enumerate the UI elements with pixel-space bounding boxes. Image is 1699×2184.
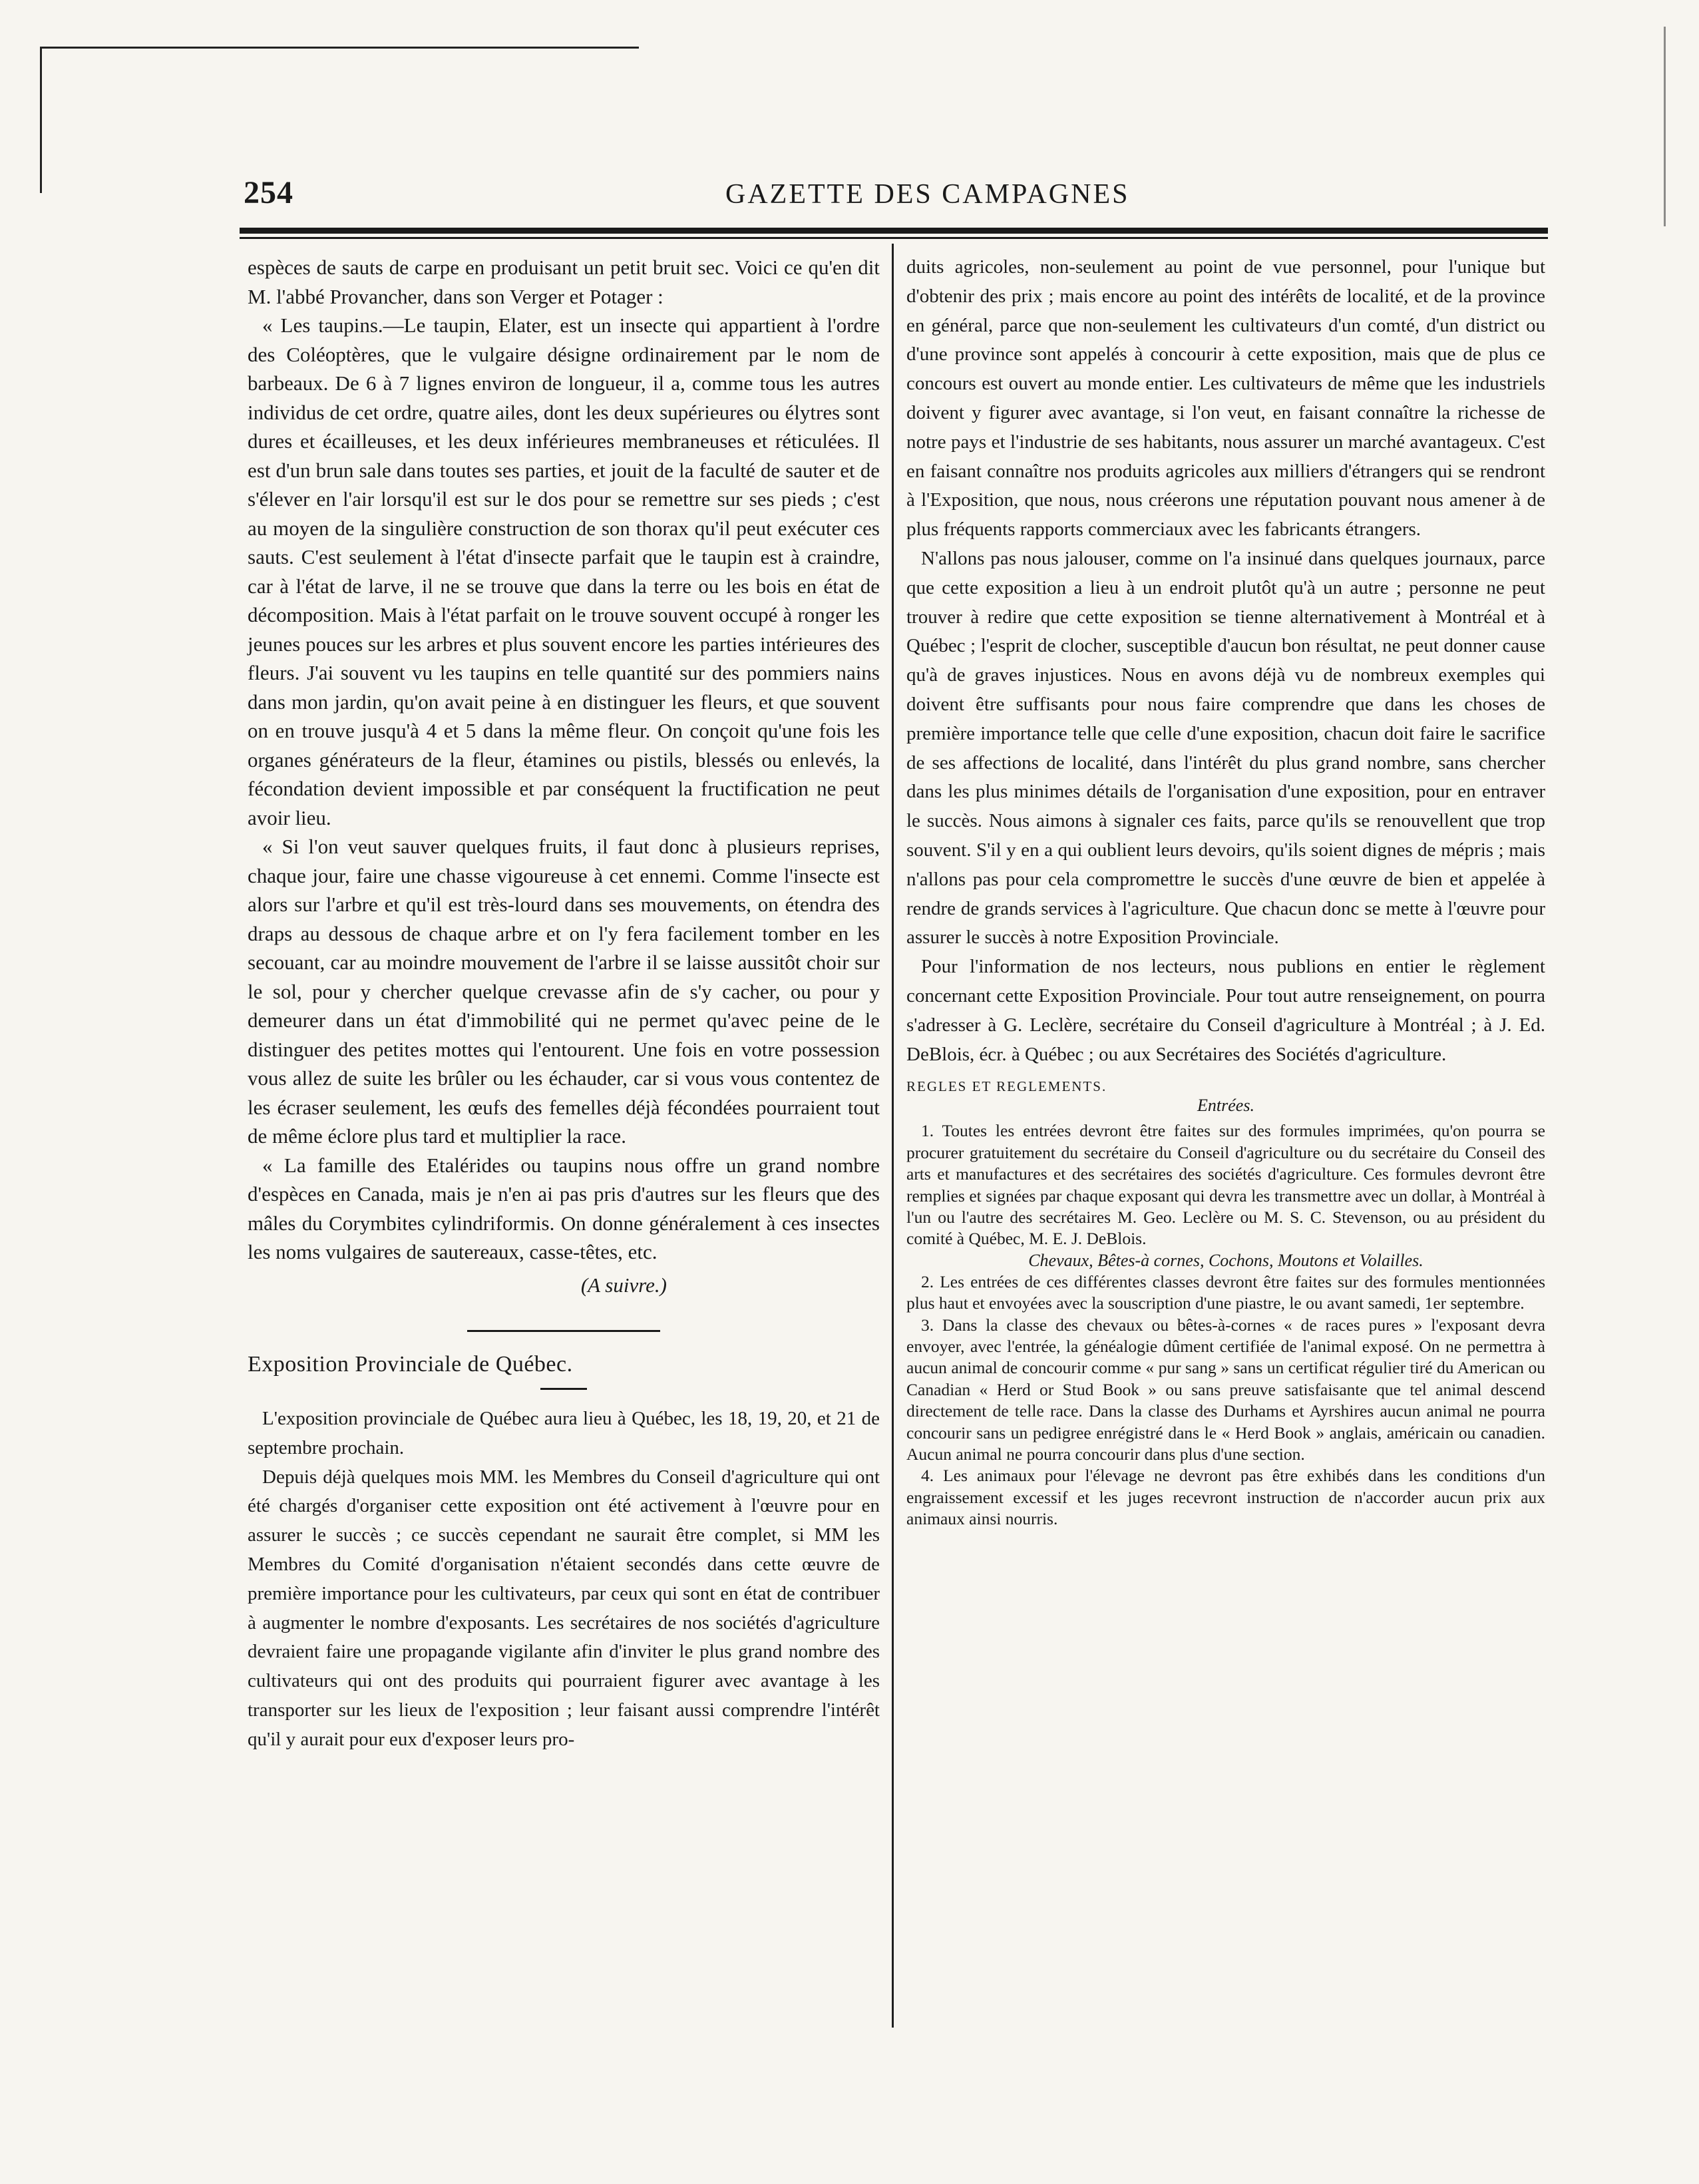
paragraph: Pour l'information de nos lecteurs, nous publions en entier le règlement concernant cette Exposition Provinciale. Pour tout autre renseignement, on pourra s'adresser à G. Leclère, secrétaire du Conseil d'agriculture à Montréal ; à J. Ed. DeBlois, écr. à Québec ; ou aux Secrétaires des Sociétés d'agriculture. — [906, 956, 1545, 1065]
animals-heading: Chevaux, Bêtes-à cornes, Cochons, Moutons et Volailles. — [1028, 1250, 1423, 1270]
scan-edge-mark — [40, 47, 42, 193]
column-divider — [892, 244, 894, 2028]
scan-edge-mark — [40, 47, 639, 49]
section-separator — [467, 1330, 660, 1332]
paragraph: N'allons pas nous jalouser, comme on l'a insinué dans quelques journaux, parce que cette exposition a lieu à un endroit plutôt qu'à un autre ; personne ne peut trouver à redire que cette exposition se tienne alternativement à Montréal et à Québec ; l'esprit de clocher, susceptible d'aucun bon résultat, ne peut donner cause qu'à de graves injustices. Nous en avons déjà vu de nombreux exemples qui doivent être suffisants pour nous faire comprendre que dans les choses de première importance telle que celle d'une exposition, chacun doit faire le sacrifice de ses affections de localité, dans l'intérêt du plus grand nombre, sans chercher dans les plus minimes détails de l'organisation d'une exposition, pour en entraver le succès. Nous aimons à signaler ces faits, parce qu'ils se renouvellent que trop souvent. S'il y en a qui oublient leurs devoirs, qu'ils soient dignes de mépris ; mais n'allons pas pour cela compromettre le succès d'une œuvre de bien et appelée à rendre de grands services à l'agriculture. Que chacun donc se mette à l'œuvre pour assurer le succès à notre Exposition Provinciale. — [906, 547, 1545, 949]
paragraph: duits agricoles, non-seulement au point de vue personnel, pour l'unique but d'obtenir des prix ; mais encore au point des intérêts de localité, et de la province en général, parce que non-seulement les cultivateurs d'un comté, d'un district ou d'une province sont appelés à concourir à cette exposition, mais que de plus ce concours est ouvert au monde entier. Les cultivateurs de même que les industriels doivent y figurer avec avantage, si l'on veut, en faisant connaître la richesse de notre pays et l'industrie de ses habitants, nous assurer un marché avantageux. C'est en faisant connaître nos produits agricoles aux milliers d'étrangers qui se rendront à l'Exposition, que nous, nous créerons une réputation pouvant nous amener à de plus fréquents rapports commerciaux avec les fabricants étrangers. — [906, 256, 1545, 541]
paragraph: « Si l'on veut sauver quelques fruits, il faut donc à plusieurs reprises, chaque jour, faire une chasse vigoureuse à cet ennemi. Comme l'insecte est alors sur l'arbre et qu'il est très-lourd dans ses mouvements, on étendra des draps au dessous de chaque arbre et on l'y fera facilement tomber en les secouant, car au moindre mouvement de l'arbre il se laisse aussitôt choir sur le sol, pour y chercher quelque crevasse afin de s'y cacher, ou pour y demeurer dans un état d'immobilité qui ne permet qu'avec peine de le distinguer des petites mottes qui l'entourent. Une fois en votre possession vous allez de suite les brûler ou les échauder, car si vous vous contentez de les écraser seulement, les œufs des femelles déjà fécondées pourraient tout de même éclore plus tard et multiplier la race. — [248, 835, 880, 1148]
rule-item: 1. Toutes les entrées devront être faites sur des formules imprimées, qu'on pourra se procurer gratuitement du secrétaire du Conseil d'agriculture ou du secrétaire du Conseil des arts et manufactures et des secrétaires des sociétés d'agriculture. Ces formules devront être remplies et signées par chaque exposant qui devra les transmettre avec un dollar, à Montréal à l'un ou l'autre des secrétaires M. Geo. Leclère ou M. S. C. Stevenson, ou au président du comité à Québec, M. E. J. DeBlois. — [906, 1121, 1545, 1249]
scan-edge-mark — [1664, 27, 1666, 226]
header-rule — [240, 228, 1548, 234]
title-rule — [540, 1388, 587, 1390]
paragraph: « Les taupins.—Le taupin, Elater, est un insecte qui appartient à l'ordre des Coléoptères, que le vulgaire désigne ordinairement par le nom de barbeaux. De 6 à 7 lignes environ de longueur, il a, comme tous les autres individus de cet ordre, quatre ailes, dont les deux supérieures ou élytres sont dures et écailleuses, et les deux inférieures membraneuses et réticulées. Il est d'un brun sale dans toutes ses parties, et jouit de la faculté de sauter et de s'élever en l'air lorsqu'il est sur le dos pour se remettre sur ses pieds ; c'est au moyen de la singulière construction de son thorax qu'il peut exécuter ces sauts. C'est seulement à l'état d'insecte parfait que le taupin est à craindre, car à l'état de larve, il ne se trouve que dans la terre ou les bois en état de décomposition. Mais à l'état parfait on le trouve souvent occupé à ronger les jeunes pouces sur les arbres et plus souvent encore les parties intérieures des fleurs. J'ai souvent vu les taupins en telle quantité sur des pommiers nains dans mon jardin, qu'on avait peine à en distinguer les fleurs, et que souvent on en trouve jusqu'à 4 et 5 dans la même fleur. On conçoit qu'une fois les organes générateurs de la fleur, étamines ou pistils, blessés ou enlevés, la fécondation devient impossible et par conséquent la fructification ne peut avoir lieu. — [248, 314, 880, 829]
paragraph: Depuis déjà quelques mois MM. les Membres du Conseil d'agriculture qui ont été chargés d'organiser cette exposition ont été activement à l'œuvre pour en assurer le succès ; ce succès cependant ne saurait être complet, si MM les Membres du Comité d'organisation n'étaient secondés dans cette œuvre de première importance pour les cultivateurs, par ceux qui sont en état de contribuer à augmenter le nombre d'exposants. Les secrétaires de nos sociétés d'agriculture devraient faire une propagande vigilante afin d'inviter le plus grand nombre des cultivateurs qui ont des produits qui pourraient figurer avec avantage à les transporter sur les lieux de l'exposition ; leur faisant aussi comprendre l'intérêt qu'il y aurait pour eux d'exposer leurs pro- — [248, 1466, 880, 1750]
paragraph: espèces de sauts de carpe en produisant un petit bruit sec. Voici ce qu'en dit M. l'abbé Provancher, dans son Verger et Potager : — [248, 256, 880, 308]
page-header — [233, 174, 1551, 214]
rule-item: 4. Les animaux pour l'élevage ne devront pas être exhibés dans les conditions d'un engraissement excessif et les juges recevront instruction de n'accorder aucun prix aux animaux ainsi nourris. — [906, 1466, 1545, 1529]
entries-heading: Entrées. — [1197, 1096, 1254, 1116]
paragraph: L'exposition provinciale de Québec aura lieu à Québec, les 18, 19, 20, et 21 de septembre prochain. — [248, 1408, 880, 1458]
right-column — [906, 253, 1545, 1530]
rules-title: REGLES ET REGLEMENTS. — [906, 1078, 1107, 1095]
rule-item: 3. Dans la classe des chevaux ou bêtes-à-cornes « de races pures » l'exposant devra envoyer, avec l'entrée, la généalogie dûment certifiée de l'animal exposé. On ne permettra à aucun animal de concourir comme « pur sang » sans un certificat régulier tiré du American ou Canadian « Herd or Stud Book » ou sans preuve satisfaisante que tel animal descend directement de telle race. Dans la classe des Durhams et Ayrshires aucun animal ne pourra concourir sans un pedigree enrégistré dans le « Herd Book » anglais, américain ou canadien. Aucun animal ne pourra concourir dans plus d'une section. — [906, 1315, 1545, 1464]
paragraph: « La famille des Etalérides ou taupins nous offre un grand nombre d'espèces en Canada, mais je n'en ai pas pris d'autres sur les fleurs que des mâles du Corymbites cylindriformis. On donne généralement à ces insectes les noms vulgaires de sautereaux, casse-têtes, etc. — [248, 1153, 880, 1263]
to-be-continued: (A suivre.) — [580, 1273, 667, 1297]
left-column — [248, 253, 880, 1755]
running-title: GAZETTE DES CAMPAGNES — [725, 179, 1130, 210]
rule-item: 2. Les entrées de ces différentes classes devront être faites sur des formules mentionnées plus haut et envoyées avec la souscription d'une piastre, le ou avant samedi, 1er septembre. — [906, 1271, 1545, 1313]
page-number: 254 — [244, 175, 293, 210]
article-title: Exposition Provinciale de Québec. — [248, 1352, 573, 1377]
header-rule-thin — [240, 237, 1548, 239]
